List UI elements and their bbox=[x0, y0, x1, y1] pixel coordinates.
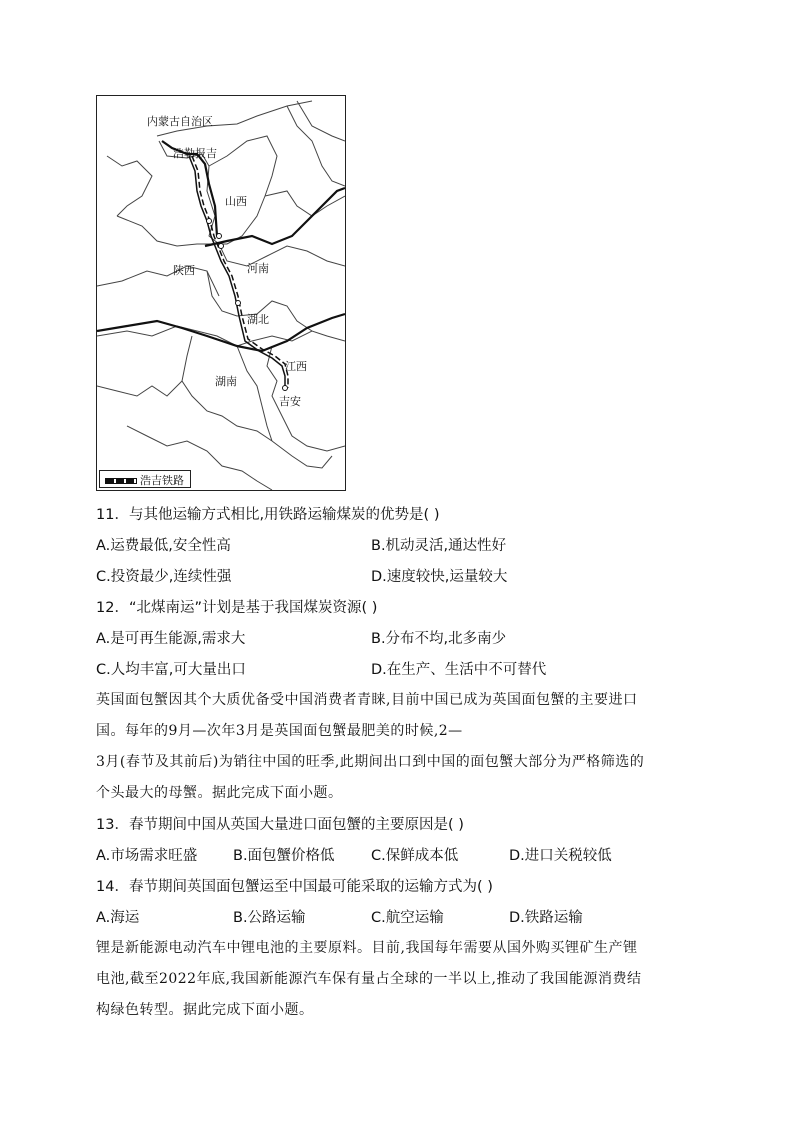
map-label-jian: 吉安 bbox=[279, 395, 301, 408]
q11-option-b[interactable]: B.机动灵活,通达性好 bbox=[371, 538, 507, 554]
map-label-hunan: 湖南 bbox=[215, 375, 237, 388]
legend-label: 浩吉铁路 bbox=[140, 474, 184, 487]
map-legend bbox=[99, 470, 191, 488]
map-boundaries bbox=[97, 96, 345, 490]
q12-option-d[interactable]: D.在生产、生活中不可替代 bbox=[371, 662, 547, 678]
q13-stem: 13．春节期间中国从英国大量进口面包蟹的主要原因是( ) bbox=[96, 817, 464, 833]
map-label-shanxi: 山西 bbox=[225, 195, 247, 208]
map-label-hubei: 湖北 bbox=[247, 313, 269, 326]
q12-stem: 12．“北煤南运”计划是基于我国煤炭资源( ) bbox=[96, 600, 378, 616]
railway-legend-icon bbox=[105, 478, 137, 484]
railway-map bbox=[96, 95, 346, 491]
q12-option-b[interactable]: B.分布不均,北多南少 bbox=[371, 631, 507, 647]
map-label-henan: 河南 bbox=[247, 262, 269, 275]
q13-option-a[interactable]: A.市场需求旺盛 bbox=[96, 848, 198, 864]
q14-option-d[interactable]: D.铁路运输 bbox=[509, 910, 583, 926]
q11-option-d[interactable]: D.速度较快,运量较大 bbox=[371, 569, 508, 585]
q14-option-c[interactable]: C.航空运输 bbox=[371, 910, 444, 926]
q13-option-c[interactable]: C.保鲜成本低 bbox=[371, 848, 459, 864]
passage1-line3: 3月(春节及其前后)为销往中国的旺季,此期间出口到中国的面包蟹大部分为严格筛选的 bbox=[96, 754, 645, 770]
q12-option-a[interactable]: A.是可再生能源,需求大 bbox=[96, 631, 246, 647]
passage2-line1: 锂是新能源电动汽车中锂电池的主要原料。目前,我国每年需要从国外购买锂矿生产锂 bbox=[96, 940, 638, 956]
map-label-jiangxi: 江西 bbox=[285, 360, 307, 373]
passage1-line2: 国。每年的9月—次年3月是英国面包蟹最肥美的时候,2— bbox=[96, 723, 463, 739]
passage1-line1: 英国面包蟹因其个大质优备受中国消费者青睐,目前中国已成为英国面包蟹的主要进口 bbox=[96, 692, 638, 708]
map-label-shaanxi: 陕西 bbox=[173, 264, 195, 277]
q14-stem: 14．春节期间英国面包蟹运至中国最可能采取的运输方式为( ) bbox=[96, 879, 493, 895]
map-label-inner-mongolia: 内蒙古自治区 bbox=[147, 115, 213, 128]
passage2-line2: 电池,截至2022年底,我国新能源汽车保有量占全球的一半以上,推动了我国能源消费结 bbox=[96, 971, 642, 987]
q13-option-b[interactable]: B.面包蟹价格低 bbox=[233, 848, 335, 864]
q12-option-c[interactable]: C.人均丰富,可大量出口 bbox=[96, 662, 246, 678]
q13-option-d[interactable]: D.进口关税较低 bbox=[509, 848, 612, 864]
passage1-line4: 个头最大的母蟹。据此完成下面小题。 bbox=[96, 785, 343, 801]
map-label-haolebaoji: 浩勒报吉 bbox=[173, 147, 217, 160]
q14-option-a[interactable]: A.海运 bbox=[96, 910, 140, 926]
passage2-line3: 构绿色转型。据此完成下面小题。 bbox=[96, 1002, 314, 1018]
q11-stem: 11．与其他运输方式相比,用铁路运输煤炭的优势是( ) bbox=[96, 507, 440, 523]
q11-option-c[interactable]: C.投资最少,连续性强 bbox=[96, 569, 232, 585]
q14-option-b[interactable]: B.公路运输 bbox=[233, 910, 306, 926]
q11-option-a[interactable]: A.运费最低,安全性高 bbox=[96, 538, 231, 554]
